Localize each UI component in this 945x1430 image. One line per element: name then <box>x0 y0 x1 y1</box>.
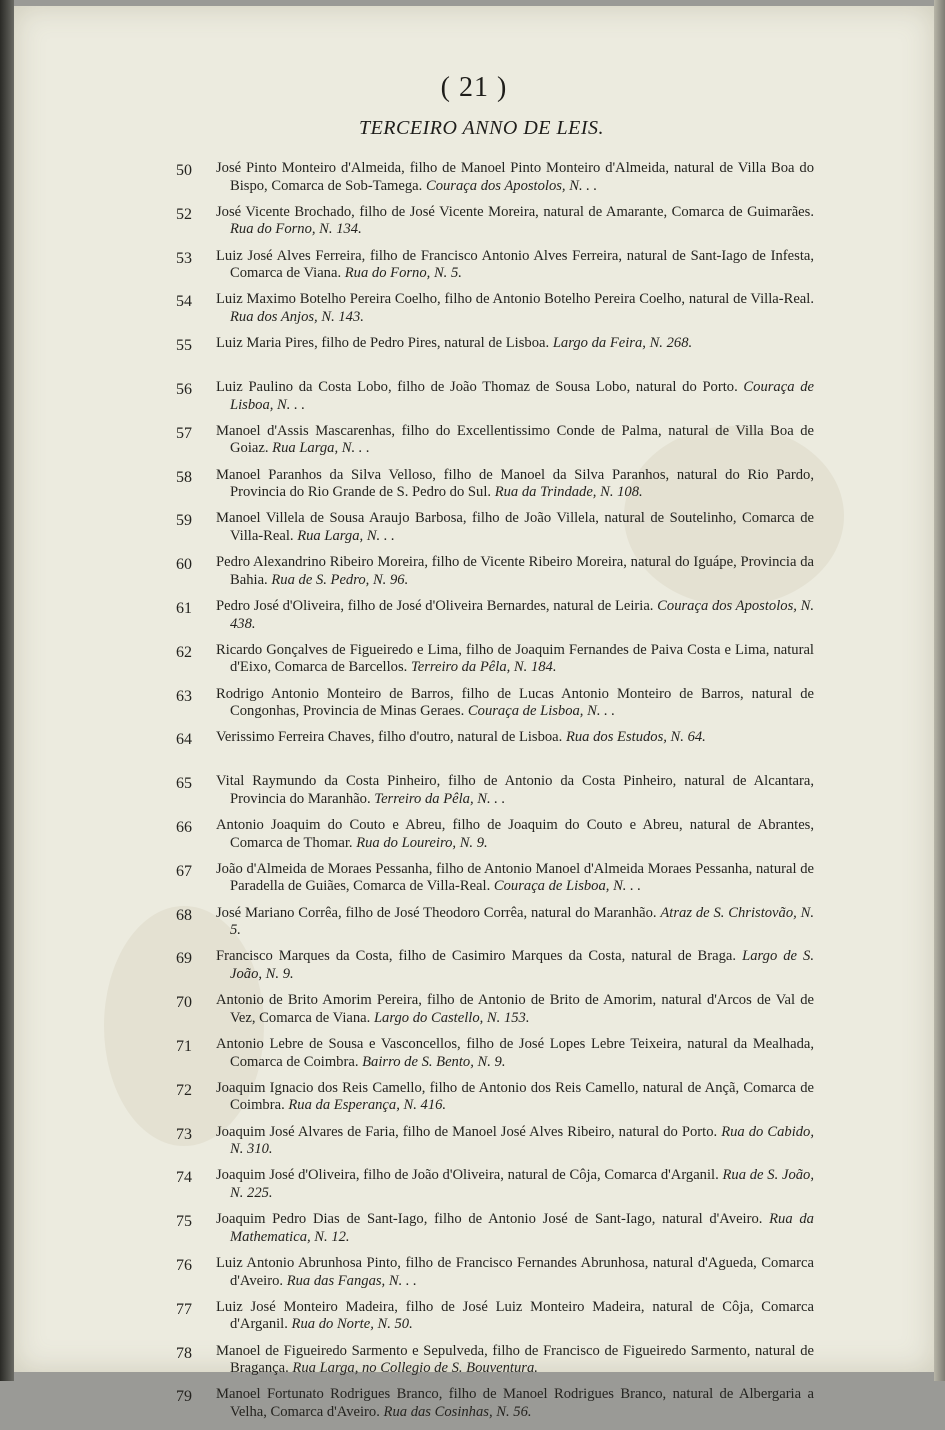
entry-number: 62 <box>176 643 192 661</box>
entry-text <box>216 423 814 458</box>
entry-text <box>216 554 814 589</box>
entry-description: Manoel Paranhos da Silva Velloso, filho de Manoel da Silva Paranhos, natural do Rio Pardo, Provincia do Rio Grande de S. Pedro do Sul. <box>216 466 814 501</box>
entry-description: Luiz José Alves Ferreira, filho de Francisco Antonio Alves Ferreira, natural de Sant-Iago de Infesta, Comarca de Viana. <box>216 247 814 282</box>
entry-address: Couraça dos Apostolos, N. 438. <box>230 597 814 632</box>
entry-number: 77 <box>176 1300 192 1318</box>
entry-text <box>216 1211 814 1246</box>
list-item <box>14 1211 934 1255</box>
entry-text <box>216 1386 814 1421</box>
entry-text <box>216 1124 814 1159</box>
entry-address: Terreiro da Pêla, N. 184. <box>410 659 557 676</box>
entry-address: Couraça de Lisboa, N. . . <box>230 378 814 413</box>
entry-number: 61 <box>176 599 192 617</box>
list-item <box>14 729 934 773</box>
list-item <box>14 992 934 1036</box>
entry-description: Antonio Lebre de Sousa e Vasconcellos, filho de José Lopes Lebre Teixeira, natural da Mealhada, Comarca de Coimbra. <box>216 1035 814 1070</box>
entry-text <box>216 642 814 677</box>
entry-text <box>216 1343 814 1378</box>
entry-description: Joaquim José Alvares de Faria, filho de Manoel José Alves Ribeiro, natural do Porto. <box>216 1123 718 1140</box>
entry-address: Rua dos Estudos, N. 64. <box>565 729 706 746</box>
entry-description: Luiz José Monteiro Madeira, filho de José Luiz Monteiro Madeira, natural de Côja, Comarca d'Arganil. <box>216 1298 814 1333</box>
entry-address: Rua do Forno, N. 5. <box>344 265 462 282</box>
entry-text <box>216 291 814 326</box>
entry-address: Rua Larga, N. . . <box>297 527 395 544</box>
list-item <box>14 1299 934 1343</box>
entry-address: Rua da Mathematica, N. 12. <box>230 1211 814 1245</box>
entry-text <box>216 248 814 283</box>
book-page <box>14 6 934 1420</box>
book-edge-right <box>934 0 945 1381</box>
entry-text <box>216 204 814 239</box>
entry-description: Pedro José d'Oliveira, filho de José d'Oliveira Bernardes, natural de Leiria. <box>216 597 654 614</box>
entry-number: 74 <box>176 1169 192 1187</box>
list-item <box>14 467 934 511</box>
entry-text <box>216 1036 814 1071</box>
entry-address: Rua dos Anjos, N. 143. <box>230 308 364 325</box>
entry-list <box>14 160 934 1430</box>
list-item <box>14 379 934 423</box>
list-item <box>14 1167 934 1211</box>
list-item <box>14 817 934 861</box>
entry-description: Ricardo Gonçalves de Figueiredo e Lima, filho de Joaquim Fernandes de Paiva Costa e Lima, natural d'Eixo, Comarca de Barcellos. <box>216 641 814 676</box>
entry-number: 76 <box>176 1256 192 1274</box>
entry-address: Rua das Fangas, N. . . <box>286 1272 417 1289</box>
entry-text <box>216 1255 814 1290</box>
entry-number: 71 <box>176 1037 192 1055</box>
entry-text <box>216 1080 814 1115</box>
entry-description: Luiz Maria Pires, filho de Pedro Pires, natural de Lisboa. <box>216 335 550 352</box>
entry-description: Joaquim José d'Oliveira, filho de João d'Oliveira, natural de Côja, Comarca d'Arganil. <box>216 1167 719 1184</box>
entry-address: Largo de S. João, N. 9. <box>230 948 814 982</box>
list-item <box>14 1255 934 1299</box>
entry-address: Atraz de S. Christovão, N. 5. <box>230 904 814 939</box>
entry-text <box>216 773 814 808</box>
entry-number: 78 <box>176 1344 192 1362</box>
entry-text <box>216 729 814 747</box>
entry-text <box>216 598 814 633</box>
list-item <box>14 1343 934 1387</box>
entry-number: 63 <box>176 687 192 705</box>
entry-text <box>216 905 814 940</box>
list-item <box>14 510 934 554</box>
list-item <box>14 291 934 335</box>
entry-number: 70 <box>176 994 192 1012</box>
entry-address: Largo da Feira, N. 268. <box>552 335 693 352</box>
entry-number: 50 <box>176 162 192 179</box>
page-number: ( 21 ) <box>440 72 508 103</box>
entry-number: 60 <box>176 556 192 574</box>
entry-text <box>216 379 814 414</box>
entry-description: José Vicente Brochado, filho de José Vicente Moreira, natural de Amarante, Comarca de Guimarães. <box>216 203 814 220</box>
entry-number: 75 <box>176 1213 192 1231</box>
entry-description: Verissimo Ferreira Chaves, filho d'outro, natural de Lisboa. <box>216 729 563 746</box>
entry-number: 67 <box>176 862 192 880</box>
list-item <box>14 861 934 905</box>
entry-description: Luiz Maximo Botelho Pereira Coelho, filho de Antonio Botelho Pereira Coelho, natural de Villa-Real. <box>216 291 814 308</box>
entry-number: 55 <box>176 337 192 355</box>
list-item <box>14 686 934 730</box>
list-item <box>14 1124 934 1168</box>
list-item <box>14 642 934 686</box>
list-item <box>14 1386 934 1430</box>
entry-number: 79 <box>176 1388 192 1406</box>
entry-description: Luiz Antonio Abrunhosa Pinto, filho de Francisco Fernandes Abrunhosa, natural d'Agueda, Comarca d'Aveiro. <box>216 1254 814 1289</box>
entry-text <box>216 160 814 195</box>
entry-text <box>216 861 814 896</box>
entry-description: Joaquim Ignacio dos Reis Camello, filho de Antonio dos Reis Camello, natural de Ançã, Comarca de Coimbra. <box>216 1079 814 1114</box>
entry-description: Joaquim Pedro Dias de Sant-Iago, filho de Antonio José de Sant-Iago, natural d'Aveiro. <box>216 1211 763 1228</box>
entry-address: Rua do Forno, N. 134. <box>230 221 362 238</box>
entry-description: Pedro Alexandrino Ribeiro Moreira, filho de Vicente Ribeiro Moreira, natural do Iguápe, Provincia da Bahia. <box>216 554 814 588</box>
list-item <box>14 248 934 292</box>
entry-number: 57 <box>176 424 192 442</box>
entry-description: Antonio de Brito Amorim Pereira, filho de Antonio de Brito de Amorim, natural d'Arcos de Val de Vez, Comarca de Viana. <box>216 992 814 1026</box>
entry-number: 73 <box>176 1125 192 1143</box>
entry-description: Manoel de Figueiredo Sarmento e Sepulveda, filho de Francisco de Figueiredo Sarmento, natural de Bragança. <box>216 1342 814 1377</box>
entry-text <box>216 948 814 983</box>
list-item <box>14 160 934 204</box>
entry-address: Rua das Cosinhas, N. 56. <box>383 1403 532 1420</box>
entry-address: Rua da Esperança, N. 416. <box>288 1097 447 1114</box>
entry-address: Bairro de S. Bento, N. 9. <box>362 1053 506 1070</box>
entry-description: Manoel Villela de Sousa Araujo Barbosa, filho de João Villela, natural de Soutelinho, Comarca de Villa-Real. <box>216 510 814 544</box>
entry-address: Rua de S. João, N. 225. <box>230 1167 814 1201</box>
entry-address: Couraça dos Apostolos, N. . . <box>425 177 598 194</box>
entry-text <box>216 1299 814 1334</box>
entry-description: Manoel Fortunato Rodrigues Branco, filho de Manoel Rodrigues Branco, natural de Albergaria a Velha, Comarca d'Aveiro. <box>216 1386 814 1420</box>
entry-text <box>216 335 814 353</box>
list-item <box>14 204 934 248</box>
entry-description: Rodrigo Antonio Monteiro de Barros, filho de Lucas Antonio Monteiro de Barros, natural de Congonhas, Provincia de Minas Geraes. <box>216 685 814 720</box>
entry-description: Luiz Paulino da Costa Lobo, filho de João Thomaz de Sousa Lobo, natural do Porto. <box>216 378 738 395</box>
entry-number: 66 <box>176 818 192 836</box>
list-item <box>14 598 934 642</box>
entry-address: Rua da Trindade, N. 108. <box>494 484 643 501</box>
entry-description: Antonio Joaquim do Couto e Abreu, filho de Joaquim do Couto e Abreu, natural de Abrantes, Comarca de Thomar. <box>216 816 814 851</box>
list-item <box>14 1036 934 1080</box>
entry-description: José Pinto Monteiro d'Almeida, filho de Manoel Pinto Monteiro d'Almeida, natural de Villa Boa do Bispo, Comarca de Sob-Tamega. <box>216 160 814 194</box>
entry-address: Couraça de Lisboa, N. . . <box>493 878 642 895</box>
entry-number: 59 <box>176 512 192 530</box>
entry-description: José Mariano Corrêa, filho de José Theodoro Corrêa, natural do Maranhão. <box>216 904 657 921</box>
list-item <box>14 773 934 817</box>
entry-text <box>216 1167 814 1202</box>
entry-number: 64 <box>176 731 192 749</box>
list-item <box>14 423 934 467</box>
entry-number: 69 <box>176 950 192 968</box>
list-item <box>14 905 934 949</box>
entry-description: João d'Almeida de Moraes Pessanha, filho de Antonio Manoel d'Almeida Moraes Pessanha, natural de Paradella de Guiães, Comarca de Villa-Real. <box>216 860 814 895</box>
entry-text <box>216 467 814 502</box>
list-item <box>14 1080 934 1124</box>
entry-number: 52 <box>176 205 192 223</box>
entry-description: Manoel d'Assis Mascarenhas, filho do Excellentissimo Conde de Palma, natural de Villa Boa de Goiaz. <box>216 422 814 457</box>
entry-address: Rua Larga, no Collegio de S. Bouventura. <box>292 1360 538 1377</box>
entry-address: Rua do Cabido, N. 310. <box>230 1123 815 1158</box>
entry-number: 68 <box>176 906 192 924</box>
entry-address: Rua do Loureiro, N. 9. <box>356 834 488 851</box>
list-item <box>14 948 934 992</box>
entry-address: Rua de S. Pedro, N. 96. <box>271 571 409 588</box>
section-title: TERCEIRO ANNO DE LEIS. <box>358 117 605 139</box>
entry-text <box>216 992 814 1027</box>
list-item <box>14 335 934 379</box>
entry-address: Terreiro da Pêla, N. . . <box>374 790 506 807</box>
entry-address: Couraça de Lisboa, N. . . <box>467 703 616 720</box>
book-binding-left <box>0 0 14 1381</box>
entry-text <box>216 817 814 852</box>
entry-number: 54 <box>176 293 192 311</box>
entry-text <box>216 510 814 545</box>
entry-number: 53 <box>176 249 192 267</box>
entry-text <box>216 686 814 721</box>
entry-address: Rua do Norte, N. 50. <box>291 1316 413 1333</box>
list-item <box>14 554 934 598</box>
entry-address: Largo do Castello, N. 153. <box>373 1009 530 1026</box>
entry-number: 72 <box>176 1081 192 1099</box>
entry-address: Rua Larga, N. . . <box>272 440 370 457</box>
entry-description: Vital Raymundo da Costa Pinheiro, filho de Antonio da Costa Pinheiro, natural de Alcantara, Provincia do Maranhão. <box>216 773 814 807</box>
entry-description: Francisco Marques da Costa, filho de Casimiro Marques da Costa, natural de Braga. <box>216 948 737 965</box>
entry-number: 58 <box>176 468 192 486</box>
entry-number: 56 <box>176 380 192 398</box>
entry-number: 65 <box>176 775 192 793</box>
